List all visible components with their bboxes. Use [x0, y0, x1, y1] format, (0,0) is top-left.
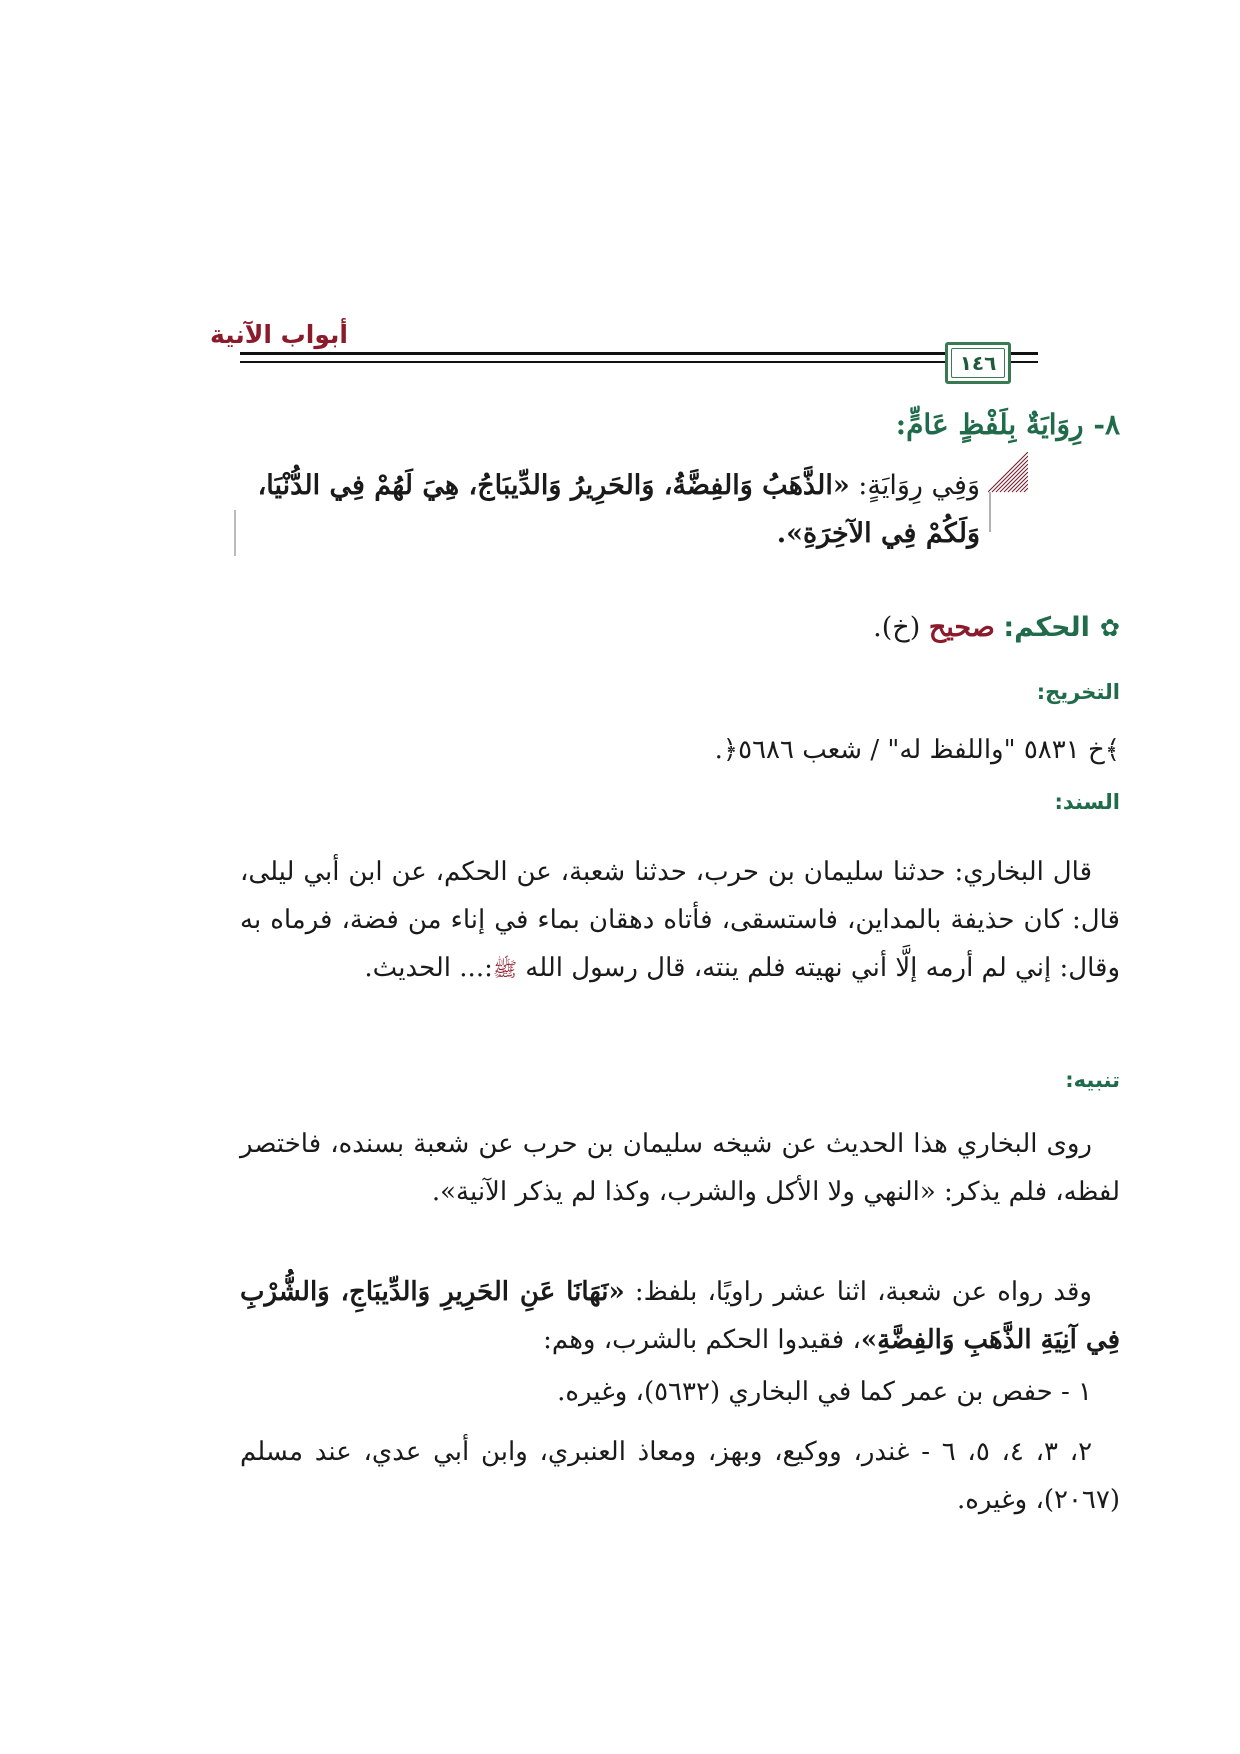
sanad-paragraph: [240, 848, 1120, 993]
riwayah-quote: «نَهَانَا عَنِ الحَرِيرِ وَالدِّيبَاجِ، وَالشُّرْبِ فِي آنِيَةِ الذَّهَبِ وَالفِضَّةِ»: [240, 1277, 1120, 1355]
section-heading: ٨- رِوَايَةٌ بِلَفْظٍ عَامٍّ:: [895, 408, 1120, 441]
tanbih-text: روى البخاري هذا الحديث عن شيخه سليمان بن حرب عن شعبة بسنده، فاختصر لفظه، فلم يذكر: «النهي ولا الأكل والشرب، وكذا لم يذكر الآنية».: [240, 1129, 1120, 1207]
tanbih-paragraph: [240, 1120, 1120, 1216]
list-item: [240, 1368, 1120, 1416]
sanad-label: السند:: [1054, 790, 1120, 814]
ruling-source: (خ).: [873, 612, 929, 643]
list-item-1: ١ - حفص بن عمر كما في البخاري (٥٦٣٢)، وغيره.: [557, 1377, 1092, 1407]
sanad-text: قال البخاري: حدثنا سليمان بن حرب، حدثنا شعبة، عن الحكم، عن ابن أبي ليلى، قال: كان حذيفة بالمداين، فاستسقى، فأتاه دهقان بماء في إناء من فضة، فرماه به وقال: إني لم أرمه إلَّا أني نهيته فلم ينته، قال رسول الله: [240, 857, 1120, 983]
hadith-text-block: [240, 462, 980, 558]
rosette-icon: ✿: [1099, 614, 1120, 642]
running-header-title: أبواب الآنية: [210, 320, 348, 349]
sanad-tail: :... الحديث.: [364, 953, 493, 983]
page-number: ١٤٦: [959, 351, 997, 375]
ruling-line: [873, 612, 1120, 643]
takhrij-label: التخريج:: [1036, 680, 1120, 704]
takhrij-text: ﴾خ ٥٨٣١ "واللفظ له" / شعب ٥٦٨٦﴿.: [714, 735, 1120, 765]
list-item-2: ٢، ٣، ٤، ٥، ٦ - غندر، ووكيع، وبهز، ومعاذ العنبري، وابن أبي عدي، عند مسلم (٢٠٦٧)، وغيره.: [240, 1437, 1120, 1515]
page-number-box: [945, 342, 1011, 384]
hadith-side-rule: [234, 510, 236, 556]
hadith-matn: «الذَّهَبُ وَالفِضَّةُ، وَالحَرِيرُ وَالدِّيبَاجُ، هِيَ لَهُمْ فِي الدُّنْيَا، وَلَكُمْ فِي الآخِرَةِ».: [257, 470, 980, 549]
corner-ornament-icon: [988, 452, 1028, 532]
riwayah-paragraph: [240, 1268, 1120, 1364]
ruling-value: صحيح: [928, 612, 995, 643]
riwayah-intro: وقد رواه عن شعبة، اثنا عشر راويًا، بلفظ:: [624, 1277, 1092, 1307]
salawat-glyph: ﷺ: [492, 957, 518, 981]
list-item: [240, 1428, 1120, 1524]
header-rule-right-top: [1008, 352, 1038, 355]
header-rule-bottom: [240, 361, 945, 363]
riwayah-tail: ، فقيدوا الحكم بالشرب، وهم:: [543, 1325, 861, 1355]
tanbih-label: تنبيه:: [1065, 1068, 1120, 1092]
hadith-lead: وَفِي رِوَايَةٍ:: [849, 470, 980, 501]
header-rule-right-bottom: [1008, 361, 1038, 363]
ruling-label: الحكم:: [1003, 612, 1090, 643]
header-rule-top: [240, 352, 945, 355]
